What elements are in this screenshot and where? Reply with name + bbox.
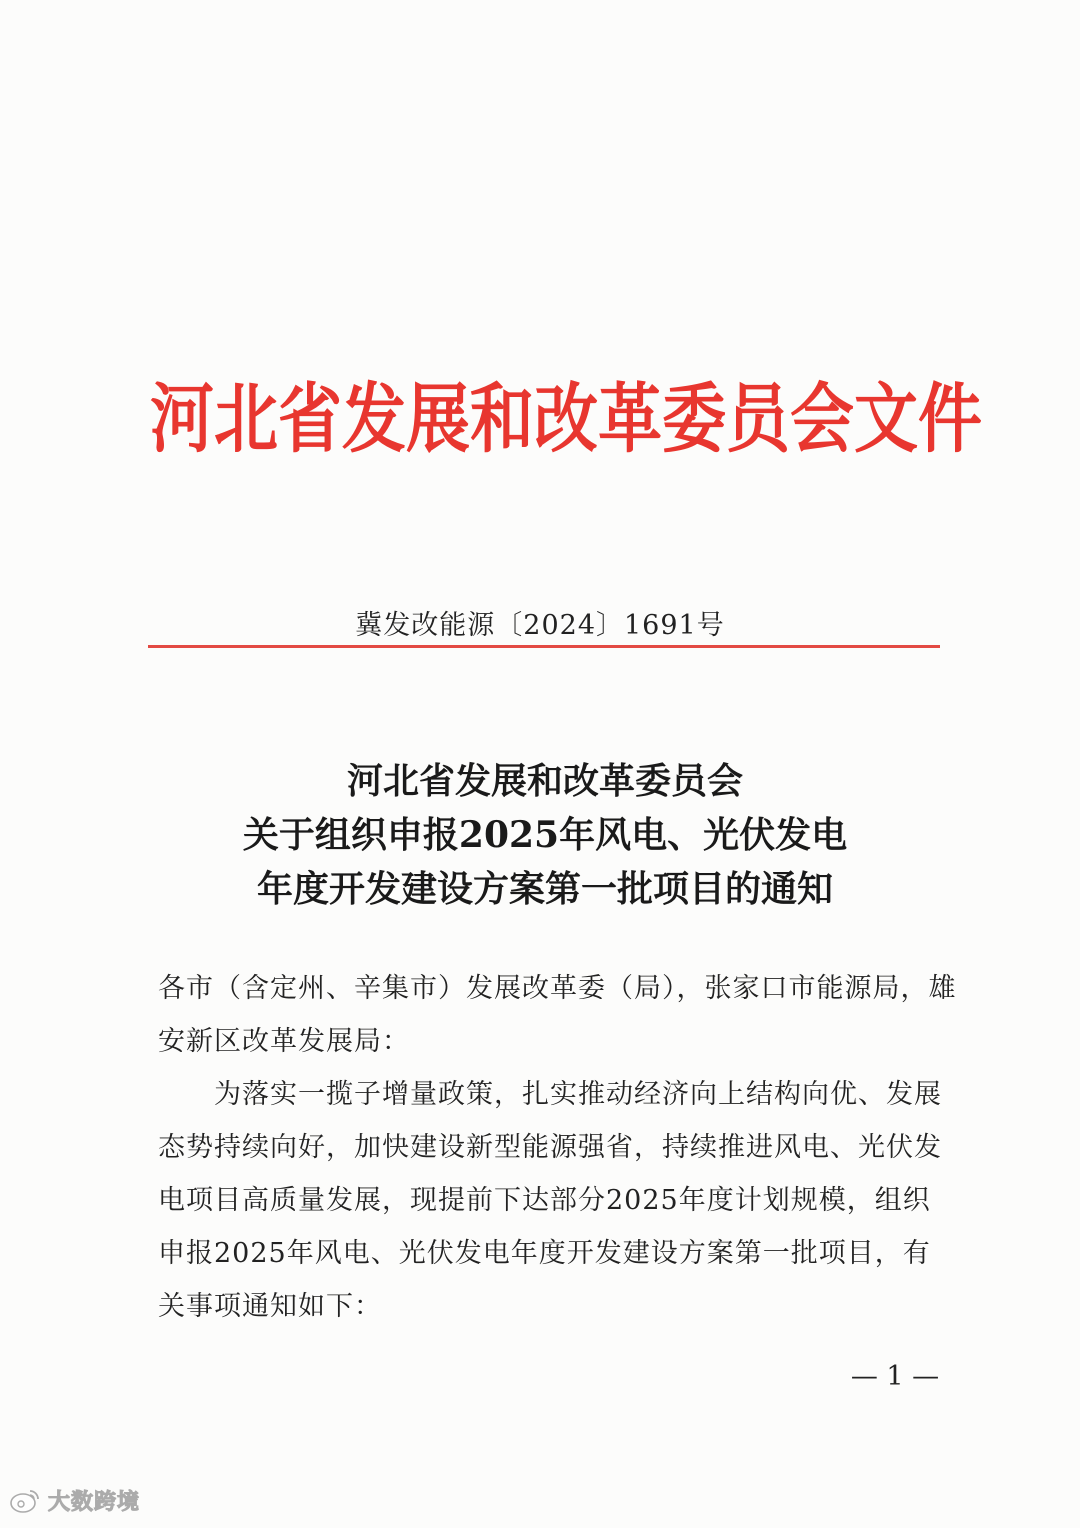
red-divider-rule (148, 645, 940, 648)
watermark (8, 1482, 140, 1518)
title-line-3: 年度开发建设方案第一批项目的通知 (256, 868, 833, 910)
weibo-logo-icon (8, 1485, 42, 1515)
document-title (150, 754, 940, 916)
title-line-2: 关于组织申报2025年风电、光伏发电 (242, 814, 848, 856)
document-salutation: 各市（含定州、辛集市）发展改革委（局），张家口市能源局，雄安新区改革发展局： (158, 973, 957, 1057)
watermark-text: 大数跨境 (48, 1489, 141, 1515)
page-number: — 1 — (850, 1361, 940, 1392)
document-masthead: 河北省发展和改革委员会文件 (150, 376, 982, 464)
document-number: 冀发改能源〔2024〕1691号 (355, 610, 725, 641)
title-line-1: 河北省发展和改革委员会 (346, 760, 743, 802)
document-body-paragraph: 为落实一揽子增量政策，扎实推动经济向上结构向优、发展态势持续向好，加快建设新型能源强省，持续推进风电、光伏发电项目高质量发展，现提前下达部分2025年度计划规模，组织申报2025年风电、光伏发电年度开发建设方案第一批项目，有关事项通知如下： (158, 1079, 942, 1322)
